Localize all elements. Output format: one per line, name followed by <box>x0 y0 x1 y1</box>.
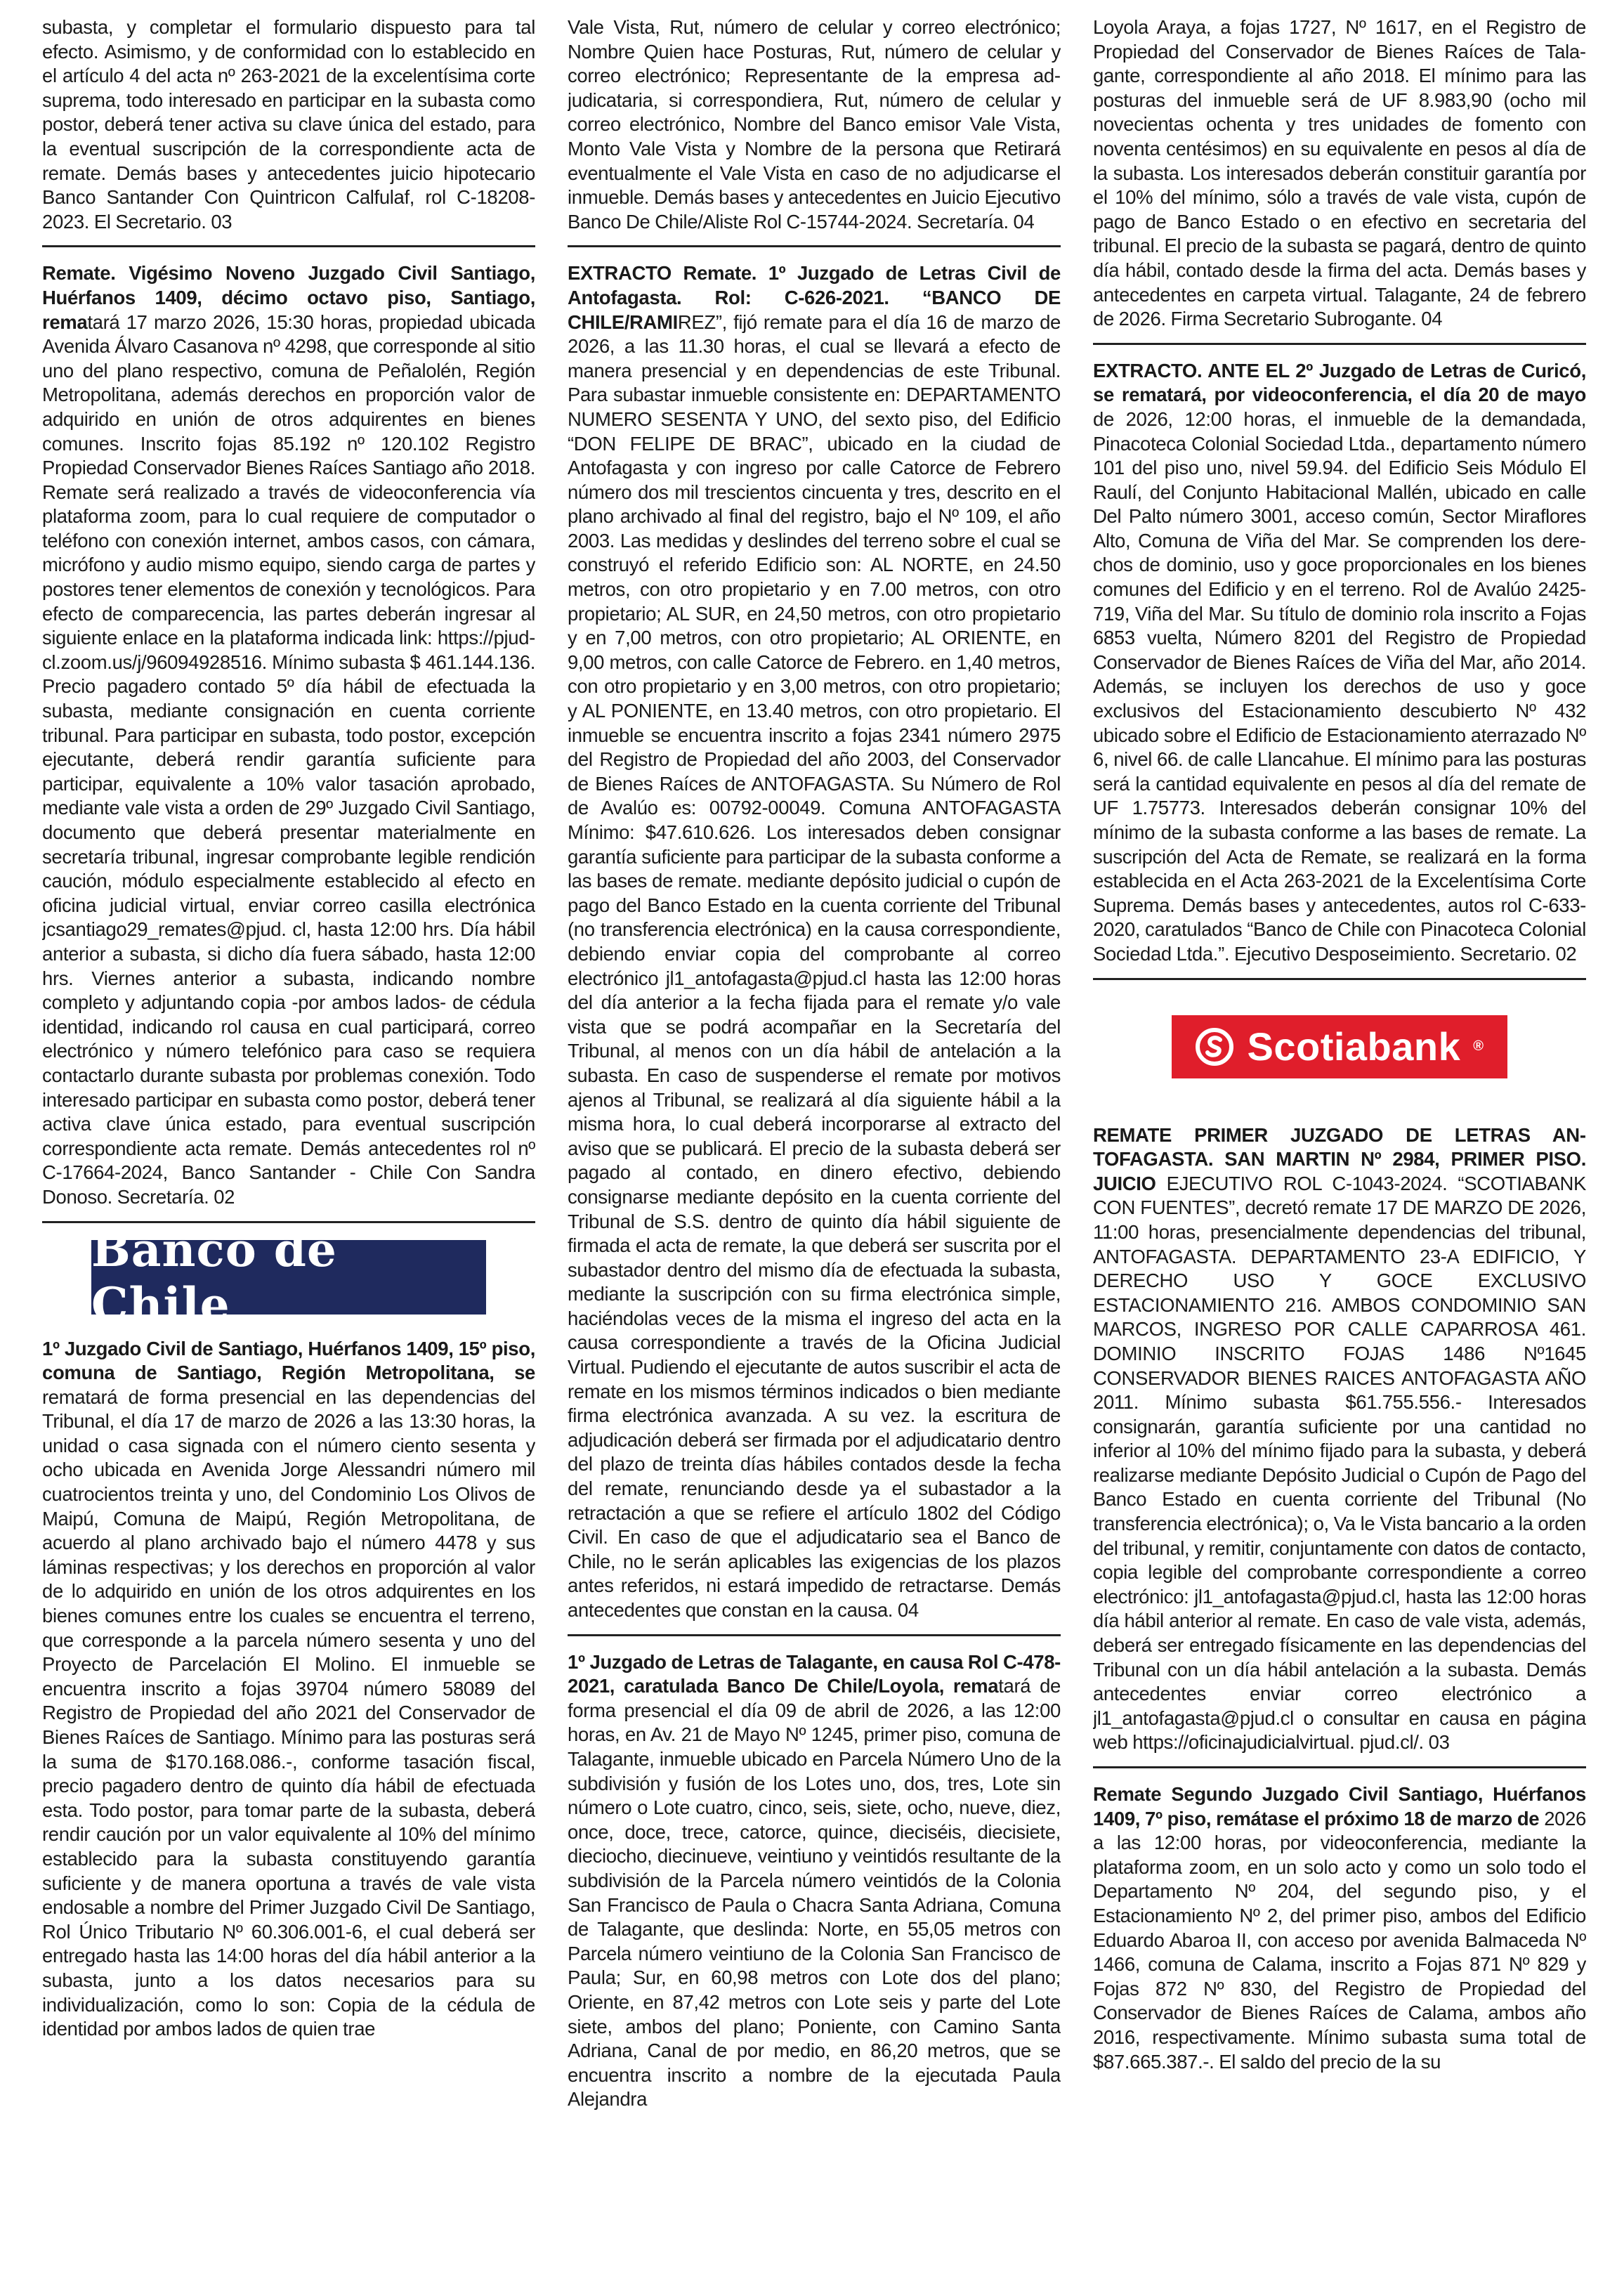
notice-body: EJECUTIVO ROL C-1043-2024. “SCOTIABANK CON FUENTES”, decretó remate 17 DE MARZO DE 2026, 11:00 horas, presencialmente dependencias del tribunal, ANTOFAGASTA. DEPARTAMENTO 23-A EDIFICIO, Y DERECHO USO Y GOCE EXCLUSIVO ESTACIONAMIENTO 216. AMBOS CONDOMINIO SAN MARCOS, INGRESO POR CALLE CAPARROSA 461. DOMINIO INSCRITO FOJAS 1486 Nº1645 CONSERVADOR BIENES RAICES ANTOFAGASTA AÑO 2011. Mínimo subasta $61.755.556.- Interesados consignarán, garantía suficiente por una cantidad no inferior al 10% del mínimo fijado para la subasta, y deberá realizarse mediante Depósito Judicial o Cupón de Pago del Banco Estado en cuenta corriente del Tribunal (No transferencia electrónica); o, Va le Vista bancario a la orden del tribunal, y remitir, conjuntamente con datos de contacto, copia legible del comprobante correspondiente a correo electrónico: jl1_antofagasta@pjud.cl, hasta las 12:00 horas día hábil anterior al remate. En caso de vale vista, además, deberá ser entregado físicamente en las dependencias del Tribunal con un día hábil antelación a la subasta. Demás antecedentes enviar correo electrónico a jl1_antofagasta@pjud.cl o consultar en causa en página web https://oficinajudicialvirtual. pjud.cl/. 03 <box>1093 1172 1586 1754</box>
notice-body: tará 17 marzo 2026, 15:30 horas, propiedad ubicada Avenida Álvaro Casanova nº 4298, que corresponde al sitio uno del plano respectivo, comuna de Peñalolén, Región Metropolitana, además derechos en proporción valor de adquirido en unión de otros adquirentes en bienes comunes. Inscrito fojas 85.192 nº 120.102 Registro Propiedad Conservador Bienes Raíces Santiago año 2018. Remate será realizado a través de videoconferencia vía plataforma zoom, para lo cual requiere de computador o teléfono con conexión internet, ambos casos, con cámara, micrófono y audio mismo equipo, siendo carga de partes y postores tener elementos de conexión y tecnológicos. Para efecto de comparecencia, las partes deberán ingresar al siguiente enlace en la plataforma indicada link: https://pjud-cl.zoom.us/j/96094928516. Mínimo subasta $ 461.144.136. Precio pagadero contado 5º día hábil de efectuada la subasta, mediante consignación en cuenta corriente tribunal. Para participar en subasta, todo postor, excepción ejecutante, deberá rendir garantía suficiente para participar, equivalente a 10% valor tasación aprobado, mediante vale vista a orden de 29º Juzgado Civil Santiago, documento que deberá presentar materialmente en secretaría tribunal, ingresar comprobante legible rendición caución, módulo especialmente establecido al efecto en oficina judicial virtual, enviar correo casilla electrónica jcsantiago29_remates@pjud. cl, hasta 12:00 hrs. Día hábil anterior a subasta, si dicho día fuera sábado, hasta 12:00 hrs. Viernes anterior a subasta, indicando nombre completo y adjuntando copia -por ambos lados- de cédula identidad, indicando rol causa en cual participará, correo electrónico y número telefónico para caso se requiera contactarlo durante subasta por problemas conexión. Todo interesado participar en subasta como postor, deberá tener activa clave única estado, para eventual suscripción correspondiente acta remate. Demás antecedentes rol nº C-17664-2024, Banco Santander - Chile Con Sandra Donoso. Secretaría. 02 <box>42 311 535 1208</box>
divider <box>42 245 535 247</box>
banco-de-chile-logo-box <box>42 1222 535 1332</box>
notice-body: tará de forma presencial el día 09 de abril de 2026, a las 12:00 horas, en Av. 21 de Mayo Nº 1245, primer piso, comuna de Talagante, inmueble ubicado en Parcela Número Uno de la subdivisión y fusión de los Lotes uno, dos, tres, Lote sin número o Lote cuatro, cinco, seis, siete, ocho, nueve, diez, once, doce, trece, catorce, quince, dieciséis, diecisiete, dieciocho, diecinueve, veintiuno y veintidós resultante de la subdivisión de la Parcela número veintidós de la Colonia San Francisco de Paula o Chacra Santa Adriana, Comuna de Talagante, que deslinda: Norte, en 55,05 metros con Parcela número veintiuno de la Colonia San Francisco de Paula; Sur, en 60,98 metros con Lote dos del plano; Oriente, en 87,42 metros con Lote seis y parte del Lote siete, ambos del plano; Poniente, con Camino Santa Adriana, Canal de por medio, en 86,20 metros, que se encuentra inscrito a nombre de la ejecutada Paula Alejandra <box>568 1675 1061 2111</box>
notice-curico-pinacoteca <box>1093 359 1586 967</box>
notice-body: rematará de forma presencial en las dependencias del Tribunal, el día 17 de marzo de 2026 a las 13:30 horas, la unidad o casa signada con el número ciento sesenta y ocho ubicada en Avenida Jorge Alessandri número mil cuatrocientos treinta y uno, del Condominio Los Olivos de Maipú, Comuna de Maipú, Región Metropolitana, de acuerdo al plano archivado bajo el número 4478 y sus láminas respectivas; y los derechos en proporción al valor de lo adquirido en unión de los otros adquirentes en los bienes comunes entre los cuales se encuentra el terreno, que corresponde a la parcela número sesenta y uno del Proyecto de Parcelación El Molino. El inmueble se encuentra inscrito a fojas 39704 número 58089 del Registro de Propiedad del año 2021 del Conservador de Bienes Raíces de Santiago. Mínimo para las posturas será la suma de $170.168.086.-, conforme tasación fiscal, precio pagadero dentro de quinto día hábil de efectuada esta. Todo postor, para tomar parte de la subasta, deberá rendir caución por un valor equivalente al 10% del mínimo establecido para la subasta constituyendo garantía suficiente y de manera oportuna a través de vale vista endosable a nombre del Primer Juzgado Civil De Santiago, Rol Único Tributario Nº 60.306.001-6, el cual deberá ser entregado hasta las 14:00 horas del día hábil anterior a la subasta, junto a los datos necesarios para su individualización, como lo son: Copia de la cédula de identidad por ambos lados de quien trae <box>42 1385 535 2040</box>
notice-heading: 1º Juzgado Civil de Santiago, Huérfanos 1409, 15º piso, comuna de Santiago, Región Metropolitana, se <box>42 1337 535 1384</box>
notice-talagante-loyola <box>568 1650 1061 2112</box>
divider <box>568 1634 1061 1636</box>
notice-body: REZ”, fijó remate para el día 16 de marzo de 2026, a las 11.30 horas, el cual se llevará a efecto de manera presencial y en dependencias de este Tribunal. Para subastar inmueble consistente en: DEPARTAMENTO NUMERO SESENTA Y UNO, del sexto piso, del Edificio “DON FELIPE DE BRAC”, ubicado en la ciudad de Antofagasta y con ingreso por calle Catorce de Febrero número dos mil trescientos cincuenta y tres, descrito en el plano archivado al final del registro, bajo el Nº 109, el año 2003. Las medidas y deslindes del terreno sobre el cual se construyó el referido Edificio son: AL NORTE, en 24.50 metros, con otro propietario y en 7.00 metros, con otro propietario; AL SUR, en 24,50 metros, con otro propietario y en 7,00 metros, con otro propietario; AL ORIENTE, en 9,00 metros, con calle Catorce de Febrero. en 1,40 metros, con otro propietario y en 3,00 metros, con otro propietario; y AL PONIENTE, en 13.40 metros, con otro propietario. El inmueble se encuentra inscrito a fojas 2341 número 2975 del Registro de Propiedad del año 2003, del Conservador de Bienes Raíces de ANTOFAGASTA. Su Número de Rol de Avalúo es: 00792-00049. Comuna ANTOFAGASTA Mínimo: $47.610.626. Los interesados deben consignar garantía suficiente para participar de la subasta conforme a las bases de remate. mediante depósito judicial o cupón de pago del Banco Estado en la cuenta corriente del Tribunal (no transferencia electrónica) en la causa correspondiente, debiendo enviar copia del comprobante al correo electrónico jl1_antofagasta@pjud.cl hasta las 12:00 horas del día anterior a la fecha fijada para el remate y/o vale vista que se podrá acompañar en la Secretaría del Tribunal, al menos con un día hábil de antelación a la subasta. En caso de suspenderse el remate por motivos ajenos al Tribunal, se realizará al día siguiente hábil a la misma hora, lo cual deberá incorporarse al extracto del aviso que se publicará. El precio de la subasta deberá ser pagado al contado, en dinero efectivo, debiendo consignarse mediante depósito en la cuenta corriente del Tribunal de S.S. dentro de quinto día hábil siguiente de firmada el acta de remate, la que deberá ser suscrita por el subastador dentro del mismo día de efectuada la subasta, mediante la suscripción con su firma electrónica simple, haciéndolas veces de la misma el ingreso del acta en la causa correspondiente a través de la Oficina Judicial Virtual. Pudiendo el ejecutante de autos suscribir el acta de remate en los mismos términos indicados o bien mediante firma electrónica avanzada. A su vez. la escritura de adjudicación deberá ser firmada por el adjudicatario dentro del plazo de treinta días hábiles contados desde la fecha del remate, renunciando desde ya el subastador a la retractación a que se refiere el artículo 1802 del Código Civil. En caso de que el adjudicatario sea el Banco de Chile, no le serán aplicables las exigencias de los plazos antes referidos, ni estará impedido de retractarse. Demás antecedentes que constan en la causa. 04 <box>568 311 1061 1621</box>
notice-scotiabank-fuentes <box>1093 1123 1586 1755</box>
column-3 <box>1093 15 1586 2292</box>
banco-de-chile-logo <box>91 1222 486 1332</box>
divider <box>1093 343 1586 345</box>
notice-heading: Remate. Vigésimo Noveno Juzgado Civil Santiago, Huérfanos 1409, décimo octavo piso, Santiago, rema <box>42 262 535 333</box>
notice-body: Vale Vista, Rut, número de celular y correo electrónico; Nombre Quien hace Posturas, Rut, número de celular y correo electrónico; Representante de la empresa adjudicataria, si correspondiera, Rut, número de celular y correo electrónico, Nombre del Banco emisor Vale Vista, Monto Vale Vista y Nombre de la persona que Retirará eventualmente el Vale Vista en caso de no adjudicarse el inmueble. Demás bases y antecedentes en Juicio Ejecutivo Banco De Chile/Aliste Rol C-15744-2024. Secretaría. 04 <box>568 16 1061 233</box>
divider <box>1093 978 1586 980</box>
notice-body: 2026 a las 12:00 horas, por videoconferencia, mediante la plataforma zoom, en un solo acto y como un solo todo el Departamento Nº 204, del segundo piso, y el Estacionamiento Nº 2, del primer piso, ambos del Edificio Eduardo Abaroa II, con acceso por avenida Balmaceda Nº 1466, comuna de Calama, inscrito a Fojas 871 Nº 829 y Fojas 872 Nº 830, del Registro de Propiedad del Conservador de Bienes Raíces de Calama, ambos año 2016, respectivamente. Mínimo subasta suma total de $87.665.387.-. El saldo del precio de la su <box>1093 1807 1586 2073</box>
notice-segundo-juzgado-civil <box>1093 1782 1586 2074</box>
notice-heading: Remate Segundo Juzgado Civil Santiago, Huérfanos 1409, 7º piso, remátase el próximo 18 de marzo de <box>1093 1783 1586 1829</box>
notice-talagante-continued <box>1093 15 1586 332</box>
scotiabank-s-icon <box>1195 1027 1234 1067</box>
notice-heading: 1º Juzgado de Letras de Talagante, en causa Rol C-478-2021, caratulada Banco De Chile/Loyola, rema <box>568 1650 1061 1697</box>
notice-heading: REMATE PRIMER JUZGADO DE LETRAS ANTOFAGASTA. SAN MARTIN Nº 2984, PRIMER PISO. JUICIO <box>1093 1123 1586 1194</box>
notice-body: de 2026, 12:00 horas, el inmueble de la demandada, Pinacoteca Colonial Sociedad Ltda., departamento número 101 del piso uno, nivel 59.94. del Edificio Seis Módulo El Raulí, del Conjunto Habitacional Mallén, ubicado en calle Del Palto número 3001, acceso común, Sector Miraflores Alto, Comuna de Viña del Mar. Se comprenden los derechos de dominio, uso y goce proporcionales en los bienes comunes del Edificio y en el terreno. Rol de Avalúo 2425-719, Viña del Mar. Su título de dominio rola inscrito a Fojas 6853 vuelta, Número 8201 del Registro de Propiedad Conservador de Bienes Raíces de Viña del Mar, año 2014. Además, se incluyen los derechos de uso y goce exclusivos del Estacionamiento descubierto Nº 432 ubicado sobre el Edificio de Estacionamiento aterrazado Nº 6, nivel 66. de calle Llancahue. El mínimo para las posturas será la cantidad equivalente en pesos al día del remate de UF 1.75773. Interesados deberán consignar 10% del mínimo de la subasta conforme a las bases de remate. La suscripción del Acta de Remate, se realizará en la forma establecida en el Acta 263-2021 de la Excelentísima Corte Suprema. Demás bases y antecedentes, autos rol C-633-2020, caratulados “Banco de Chile con Pinacoteca Colonial Sociedad Ltda.”. Ejecutivo Desposeimiento. Secretario. 02 <box>1093 407 1586 965</box>
notice-1-juzgado-civil-santiago <box>42 1337 535 2042</box>
notice-body: subasta, y completar el formulario dispuesto para tal efecto. Asimismo, y de conformidad con lo establecido en el artículo 4 del acta nº 263-2021 de la excelentísima corte suprema, todo interesado en participar en la subasta como postor, deberá tener activa su clave única del estado, para la eventual suscripción de la correspondiente acta de remate. Demás bases y antecedentes juicio hipotecario Banco Santander Con Quintricon Calfulaf, rol C-18208-2023. El Secretario. 03 <box>42 16 535 233</box>
divider <box>568 245 1061 247</box>
scotiabank-logo-box <box>1093 994 1586 1104</box>
column-2 <box>568 15 1061 2292</box>
notice-heading: EXTRACTO. ANTE EL 2º Juzgado de Letras de Curicó, se rematará, por videoconferencia, el día 20 de mayo <box>1093 359 1586 406</box>
notice-heading: EXTRACTO Remate. 1º Juzgado de Letras Civil de Antofagasta. Rol: C-626-2021. “BANCO DE CHILE/RAMI <box>568 262 1061 333</box>
column-1 <box>42 15 535 2292</box>
scotiabank-logo <box>1172 1015 1507 1078</box>
notice-santander-quintricon <box>42 15 535 234</box>
notice-body: Loyola Araya, a fojas 1727, Nº 1617, en el Registro de Propiedad del Conservador de Bienes Raíces de Talagante, correspondiente al año 2018. El mínimo para las posturas del inmueble será de UF 8.983,90 (ocho mil novecientas ochenta y tres unidades de fomento con noventa centésimos) en su equivalente en pesos al día de la subasta. Los interesados deberán constituir garantía por el 10% del mínimo, sólo a través de vale vista, cupón de pago de Banco Estado o en efectivo en secretaria del tribunal. El precio de la subasta se pagará, dentro de quinto día hábil, contado desde la firma del acta. Demás bases y antecedentes en carpeta virtual. Talagante, 24 de febrero de 2026. Firma Secretario Subrogante. 04 <box>1093 16 1586 330</box>
notice-antofagasta-ramirez <box>568 261 1061 1622</box>
notice-29-juzgado-civil <box>42 261 535 1209</box>
logo-text: Banco de Chile <box>91 1222 337 1332</box>
notice-banco-chile-aliste <box>568 15 1061 234</box>
registered-mark: ® <box>1473 1038 1484 1055</box>
logo-text: Scotiabank <box>1247 1024 1461 1069</box>
divider <box>1093 1766 1586 1768</box>
